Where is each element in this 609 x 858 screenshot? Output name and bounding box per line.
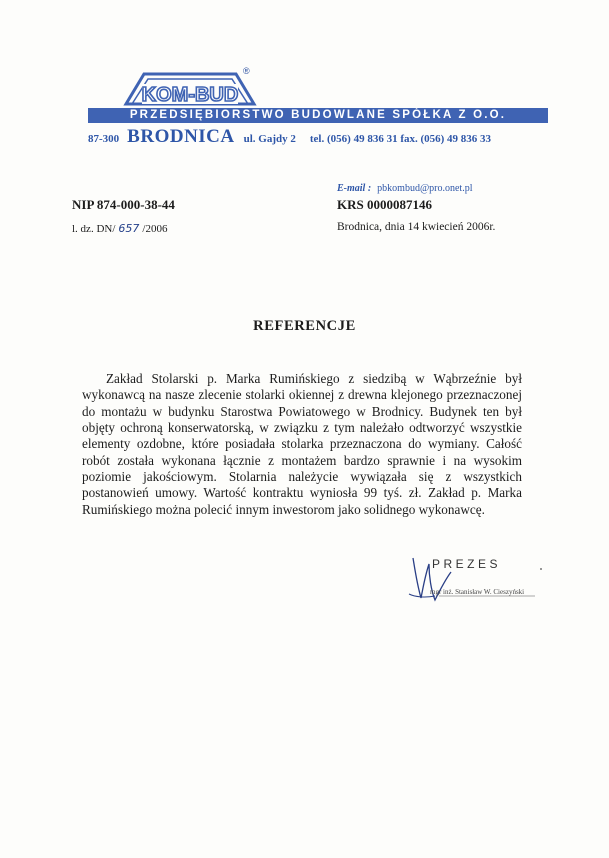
city: BRODNICA (127, 126, 235, 147)
stamp-name: mgr inż. Stanisław W. Cieszyński (430, 588, 525, 596)
letter-body: Zakład Stolarski p. Marka Rumińskiego z siedzibą w Wąbrzeźnie był wykonawcą na nasze zlecenie stolarki okiennej z drewna klejonego przeznaczonej do montażu w budynku Starostwa Powiatowego w Brodnicy. Budynek ten był objęty ochroną konserwatorską, w związku z tym należało odtworzyć wszystkie elementy ozdobne, które posiadała stolarka przeznaczona do wymiany. Całość robót została wykonana łącznie z montażem bardzo sprawnie i na wysokim poziomie jakościowym. Stolarnia należycie wywiązała się z wszystkich postanowień umowy. Wartość kontraktu wyniosła 99 tyś. zł. Zakład p. Marka Rumińskiego można polecić innym inwestorom jako solidnego wykonawcę. (82, 371, 522, 517)
company-address (88, 126, 558, 148)
registered-mark: ® (243, 66, 250, 76)
reference-suffix: /2006 (142, 223, 168, 235)
letter-title: REFERENCJE (253, 318, 356, 334)
postal-code: 87-300 (88, 133, 120, 145)
ink-dot (540, 568, 542, 570)
company-email (337, 183, 472, 194)
company-logo (120, 64, 260, 110)
stamp-title: PREZES (432, 557, 502, 571)
nip-number: NIP 874-000-38-44 (72, 197, 175, 212)
date-line: Brodnica, dnia 14 kwiecień 2006r. (337, 221, 496, 233)
reference-handwritten-number: 657 (118, 222, 140, 235)
email-label: E-mail : (337, 183, 372, 194)
company-name-bar: PRZEDSIĘBIORSTWO BUDOWLANE SPÓŁKA Z O.O. (88, 108, 548, 123)
reference-prefix: l. dz. DN/ (72, 223, 116, 235)
krs-number: KRS 0000087146 (337, 197, 432, 212)
street: ul. Gajdy 2 (243, 133, 296, 145)
svg-text:KOM-BUD: KOM-BUD (141, 84, 239, 106)
reference-number (72, 222, 167, 235)
email-address: pbkombud@pro.onet.pl (377, 183, 473, 194)
phone-fax: tel. (056) 49 836 31 fax. (056) 49 836 33 (309, 133, 492, 145)
